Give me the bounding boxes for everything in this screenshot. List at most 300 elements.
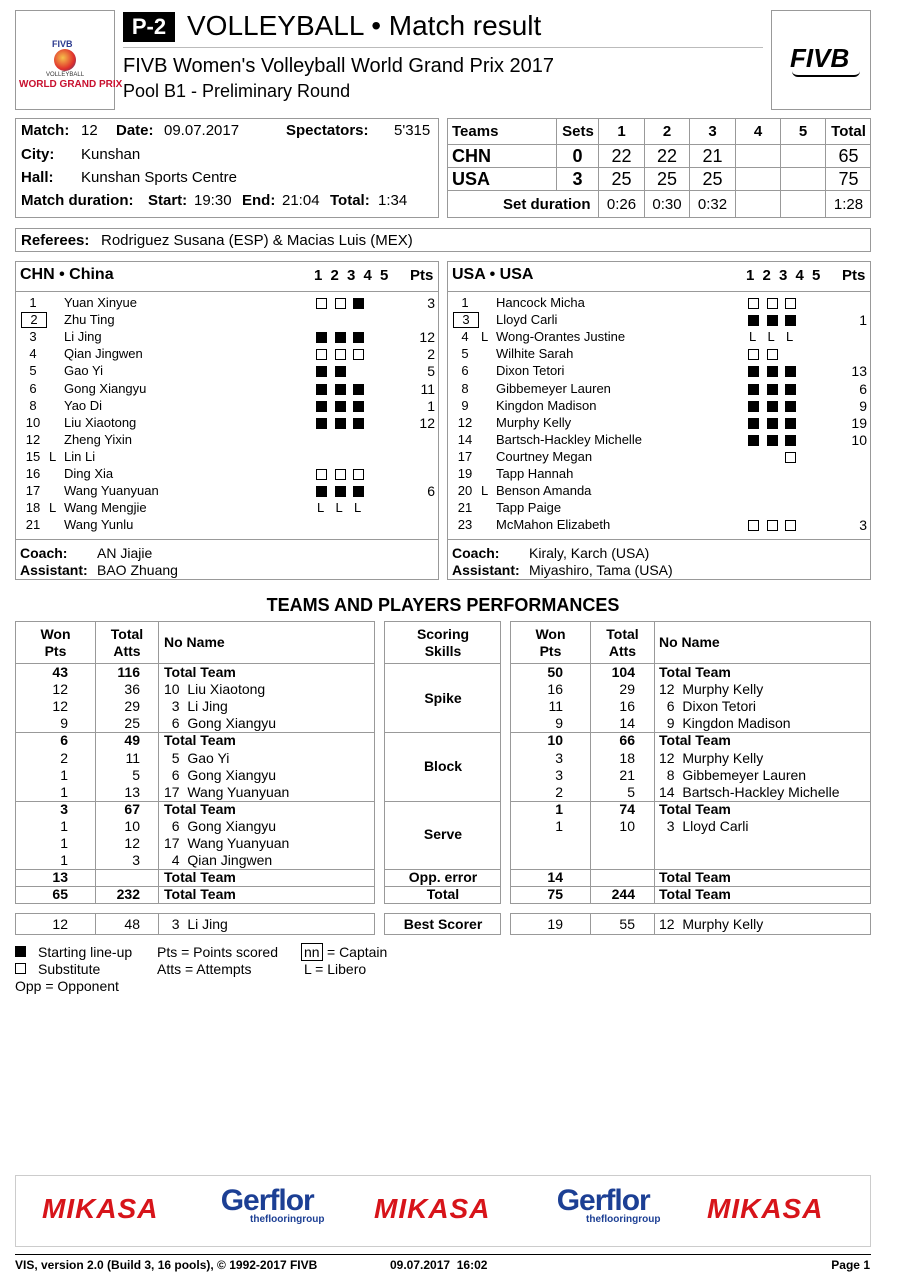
perf-r-won-pts: 16: [547, 681, 563, 698]
chn-player-number: 8: [29, 397, 37, 413]
chn-player-number: 16: [25, 466, 41, 481]
perf-l-total-atts: 25: [124, 715, 140, 732]
perf-r-player: 3 Lloyd Carli: [659, 817, 749, 834]
score-usa-set3: 25: [702, 169, 723, 189]
usa-player-number: 23: [457, 517, 473, 533]
substitute-icon: [748, 520, 759, 531]
chn-player-number: 18: [25, 500, 41, 516]
start-time: 19:30: [194, 192, 232, 209]
perf-l-player: Total Team: [164, 869, 236, 886]
perf-r-total-atts: 5: [627, 783, 635, 800]
start-label: Start:: [148, 192, 188, 209]
perf-r-atts-label: Atts: [608, 643, 637, 659]
score-divider: [447, 144, 871, 145]
city-value: Kunshan: [81, 146, 141, 163]
starting-lineup-icon: [785, 401, 796, 412]
header-logo-left-box: [15, 10, 123, 110]
chn-player-name: Wang Yuanyuan: [64, 483, 159, 499]
chn-player-points: 2: [427, 346, 435, 363]
chn-player-name: Lin Li: [64, 448, 96, 464]
perf-l-total-atts: 13: [124, 783, 140, 800]
score-chn-set2: 22: [656, 146, 678, 166]
legend-pts: Pts = Points scored: [157, 944, 279, 960]
legend-captain: = Captain: [327, 944, 388, 960]
match-label: Match:: [21, 122, 70, 139]
usa-player-number: 14: [457, 431, 473, 447]
perf-l-player: Total Team: [164, 664, 236, 680]
usa-player-name: Kingdon Madison: [496, 397, 597, 413]
perf-l-total: [96, 626, 158, 660]
legend-atts: Atts = Attempts: [157, 961, 252, 977]
perf-r-total-atts: 29: [619, 681, 635, 698]
substitute-icon: [335, 298, 346, 309]
usa-player-points: 10: [851, 431, 867, 448]
chn-player-name: Wang Yunlu: [64, 517, 134, 533]
perf-r-won-pts: 10: [547, 732, 563, 749]
score-divider: [447, 190, 871, 191]
perf-r-total-atts: 74: [619, 800, 635, 817]
perf-l-player: Total Team: [164, 800, 236, 817]
gerflor-wordmark: Gerflor: [220, 1184, 314, 1217]
captain-icon: nn: [301, 943, 323, 961]
perf-l-total-atts: 11: [125, 749, 140, 766]
starting-lineup-icon: [353, 384, 364, 395]
perf-l-won-pts: 3: [60, 800, 68, 817]
chn-player-number: 21: [25, 517, 41, 533]
gerflor-wordmark: Gerflor: [556, 1184, 650, 1217]
chn-player-number: 1: [29, 295, 37, 310]
sponsor-mikasa-logo: MIKASA: [707, 1193, 824, 1224]
fivb-logo-swoosh: [792, 71, 860, 77]
chn-player-number: 17: [25, 483, 41, 499]
best-r-name: 12 Murphy Kelly: [659, 916, 764, 932]
chn-player-name: Zheng Yixin: [64, 431, 132, 447]
perf-r-pts-label: Pts: [539, 643, 562, 659]
perf-scoring-label: Scoring: [416, 626, 470, 642]
perf-l-won: [16, 626, 95, 660]
usa-player-number: 9: [461, 397, 469, 413]
chn-set-headers: 1 2 3 4 5: [314, 267, 389, 284]
starting-lineup-icon: [316, 401, 327, 412]
chn-player-points: 12: [419, 414, 435, 431]
perf-r-total-label: Total: [606, 626, 639, 642]
perf-r-total-atts: 104: [611, 664, 635, 680]
starting-lineup-icon: [767, 401, 778, 412]
chn-roster-head-line: [15, 291, 439, 292]
usa-libero-set-mark: L: [749, 329, 757, 345]
legend-starting: Starting line-up: [38, 944, 133, 960]
usa-player-name: Tapp Hannah: [496, 466, 574, 481]
score-header-total: Total: [831, 123, 866, 140]
perf-l-won-pts: 9: [60, 715, 68, 732]
footer-timestamp: 09.07.2017 16:02: [390, 1258, 488, 1272]
substitute-icon: [316, 298, 327, 309]
perf-r-won-pts: 75: [547, 886, 563, 903]
substitute-icon: [316, 469, 327, 480]
perf-r-player: 12 Murphy Kelly: [659, 681, 764, 698]
hall-label: Hall:: [21, 169, 54, 186]
usa-player-number: 5: [461, 346, 469, 362]
chn-libero-mark: L: [49, 448, 57, 464]
perf-r-won-pts: 2: [555, 783, 563, 800]
chn-player-points: 6: [427, 483, 435, 500]
score-chn-set1: 22: [611, 146, 632, 166]
skill-label-spike: Spike: [424, 689, 462, 706]
usa-player-name: Dixon Tetori: [496, 363, 565, 379]
logo-volleyball-text: VOLLEYBALL: [46, 72, 85, 78]
usa-assistant-label: Assistant:: [452, 562, 520, 578]
starting-lineup-icon: [767, 418, 778, 429]
score-usa-set1: 25: [611, 169, 632, 189]
chn-coach: AN Jiajie: [97, 545, 153, 561]
perf-r-won-pts: 1: [555, 817, 563, 834]
perf-r-noname: No Name: [659, 634, 720, 650]
chn-player-name: Ding Xia: [64, 466, 114, 481]
starting-lineup-icon: [748, 401, 759, 412]
usa-coach: Kiraly, Karch (USA): [529, 545, 650, 561]
chn-libero-set-mark: L: [354, 500, 362, 516]
usa-player-name: Murphy Kelly: [496, 414, 572, 430]
perf-l-won-pts: 1: [60, 817, 68, 834]
starting-lineup-icon: [335, 384, 346, 395]
chn-player-points: 3: [427, 295, 435, 311]
chn-libero-set-mark: L: [335, 500, 343, 516]
perf-skills-label: Skills: [424, 643, 462, 659]
perf-r-won-pts: 14: [547, 869, 563, 886]
perf-l-total-atts: 3: [132, 852, 140, 869]
perf-l-won-pts: 1: [60, 766, 68, 783]
perf-l-player: Total Team: [164, 732, 236, 749]
usa-player-name: Bartsch-Hackley Michelle: [496, 431, 642, 447]
substitute-icon: [785, 452, 796, 463]
perf-r-total: [591, 626, 654, 660]
starting-lineup-icon: [335, 486, 346, 497]
spectators-value: 5'315: [394, 122, 431, 139]
starting-lineup-icon: [316, 486, 327, 497]
sponsor-mikasa-logo: MIKASA: [374, 1193, 491, 1224]
perf-l-player: 3 Li Jing: [164, 698, 228, 715]
perf-l-total-atts: 232: [116, 886, 140, 903]
perf-l-won-pts: 13: [52, 869, 68, 886]
starting-lineup-icon: [316, 366, 327, 377]
perf-r-won-pts: 9: [555, 715, 563, 732]
starting-lineup-icon: [316, 384, 327, 395]
chn-roster-title: CHN • China: [20, 266, 114, 283]
perf-r-player: 6 Dixon Tetori: [659, 698, 757, 715]
set-duration-label: Set duration: [503, 196, 591, 213]
perf-r-won-pts: 3: [555, 749, 563, 766]
referees-value: Rodriguez Susana (ESP) & Macias Luis (MEX): [101, 232, 413, 249]
chn-player-name: Liu Xiaotong: [64, 414, 137, 430]
chn-player-number: 5: [29, 363, 37, 379]
starting-lineup-icon: [785, 315, 796, 326]
page-code-badge: P-2: [123, 12, 175, 42]
chn-player-points: 11: [420, 380, 435, 397]
volleyball-icon: [54, 49, 76, 71]
perf-r-won-pts: 3: [555, 766, 563, 783]
starting-lineup-icon: [335, 332, 346, 343]
chn-player-number: 15: [25, 448, 41, 464]
score-header-set4: 4: [753, 123, 763, 140]
usa-player-name: Wilhite Sarah: [496, 346, 574, 362]
usa-player-name: Gibbemeyer Lauren: [496, 380, 611, 396]
usa-roster-head-line: [447, 291, 871, 292]
perf-r-player: 9 Kingdon Madison: [659, 715, 791, 732]
chn-player-number: 2: [21, 312, 47, 328]
perf-scoring-skills: [385, 626, 501, 660]
score-header-set5: 5: [798, 123, 808, 140]
starting-lineup-icon: [785, 384, 796, 395]
perf-r-total-atts: 244: [611, 886, 635, 903]
usa-player-number: 8: [461, 380, 469, 396]
perf-l-total-atts: 5: [132, 766, 140, 783]
usa-roster-title: USA • USA: [452, 266, 534, 283]
total-set-duration: 1:28: [833, 196, 864, 213]
usa-player-points: 1: [859, 312, 867, 329]
usa-set-headers: 1 2 3 4 5: [746, 267, 821, 284]
score-header-sets: Sets: [562, 123, 594, 140]
perf-r-player: 14 Bartsch-Hackley Michelle: [659, 783, 840, 800]
chn-player-name: Li Jing: [64, 329, 102, 345]
perf-l-total-atts: 36: [124, 681, 140, 698]
starting-lineup-icon: [316, 332, 327, 343]
perf-r-won: [511, 626, 590, 660]
gerflor-tagline: theflooringroup: [586, 1214, 661, 1225]
score-header-teams: Teams: [452, 123, 499, 140]
legend-substitute: Substitute: [38, 961, 101, 977]
starting-lineup-icon: [353, 298, 364, 309]
usa-player-points: 6: [859, 380, 867, 397]
usa-player-number: 4: [461, 329, 469, 345]
starting-lineup-icon: [353, 401, 364, 412]
perf-l-atts-label: Atts: [113, 643, 141, 659]
substitute-icon: [353, 469, 364, 480]
starting-lineup-icon: [748, 418, 759, 429]
usa-player-points: 3: [859, 517, 867, 534]
chn-player-name: Wang Mengjie: [64, 500, 147, 516]
performances-title: TEAMS AND PLAYERS PERFORMANCES: [266, 595, 620, 615]
perf-l-won-label: Won: [40, 626, 71, 642]
perf-l-player: 4 Qian Jingwen: [164, 852, 273, 869]
referees-label: Referees:: [21, 232, 90, 249]
title-underline: [123, 47, 763, 48]
substitute-icon: [767, 298, 778, 309]
usa-pts-header: Pts: [842, 267, 866, 284]
chn-player-name: Gong Xiangyu: [64, 380, 147, 396]
perf-group-line: [384, 801, 501, 802]
perf-l-total-atts: 49: [124, 732, 140, 749]
perf-r-won-pts: 1: [555, 800, 563, 817]
perf-header-line: [384, 663, 501, 664]
footer-page: Page 1: [831, 1258, 870, 1272]
perf-l-won-pts: 12: [52, 698, 68, 715]
usa-player-number: 12: [457, 414, 473, 430]
starting-lineup-icon: [748, 435, 759, 446]
spectators-label: Spectators:: [286, 122, 369, 139]
score-chn-sets: 0: [572, 146, 583, 166]
usa-player-name: Lloyd Carli: [496, 312, 558, 328]
substitute-icon: [785, 298, 796, 309]
chn-pts-header: Pts: [410, 267, 434, 284]
chn-libero-mark: L: [49, 500, 57, 516]
substitute-icon: [335, 469, 346, 480]
perf-l-player: Total Team: [164, 886, 236, 903]
chn-player-name: Zhu Ting: [64, 312, 115, 328]
match-number: 12: [81, 122, 98, 139]
perf-r-player: Total Team: [659, 800, 731, 817]
chn-player-points: 1: [427, 397, 435, 414]
chn-player-points: 5: [427, 363, 435, 380]
starting-lineup-icon: [748, 315, 759, 326]
chn-roster-foot-line: [15, 539, 439, 540]
perf-l-won-pts: 65: [52, 886, 68, 903]
legend-libero: L = Libero: [304, 961, 367, 977]
starting-lineup-icon: [335, 418, 346, 429]
starting-lineup-icon: [767, 366, 778, 377]
chn-player-name: Gao Yi: [64, 363, 104, 379]
starting-lineup-icon: [353, 486, 364, 497]
best-l-pts: 12: [52, 916, 68, 932]
chn-assistant-label: Assistant:: [20, 562, 88, 578]
usa-libero-mark: L: [481, 329, 489, 345]
score-header-set3: 3: [708, 123, 717, 140]
score-usa-sets: 3: [572, 169, 583, 189]
event-name: FIVB Women's Volleyball World Grand Prix 2017: [123, 55, 555, 77]
perf-l-player: 5 Gao Yi: [164, 749, 230, 766]
perf-r-total-atts: 14: [619, 715, 635, 732]
substitute-icon: [316, 349, 327, 360]
usa-player-number: 20: [457, 483, 473, 499]
perf-r-player: 12 Murphy Kelly: [659, 749, 764, 766]
best-vline: [158, 913, 159, 935]
usa-player-name: Hancock Micha: [496, 295, 585, 310]
best-scorer-label: Best Scorer: [403, 916, 483, 932]
usa-player-name: McMahon Elizabeth: [496, 517, 611, 533]
skill-label-serve: Serve: [423, 826, 463, 843]
perf-r-total-atts: 18: [619, 749, 635, 766]
usa-player-name: Courtney Megan: [496, 448, 593, 464]
chn-player-number: 10: [25, 414, 41, 430]
city-label: City:: [21, 146, 55, 163]
chn-player-number: 4: [29, 346, 37, 362]
starting-lineup-icon: [15, 946, 26, 957]
starting-lineup-icon: [335, 401, 346, 412]
chn-player-number: 12: [25, 431, 41, 447]
fivb-logo: FIVB: [790, 43, 850, 73]
perf-l-total-atts: 67: [124, 800, 140, 817]
usa-coach-label: Coach:: [452, 545, 500, 561]
starting-lineup-icon: [353, 418, 364, 429]
usa-player-name: Tapp Paige: [496, 500, 562, 516]
perf-r-player: Total Team: [659, 664, 731, 680]
best-r-pts: 19: [547, 916, 563, 932]
chn-player-name: Yuan Xinyue: [64, 295, 138, 310]
starting-lineup-icon: [353, 332, 364, 343]
chn-player-points: 12: [419, 329, 435, 346]
logo-world-grand-prix: WORLD GRAND PRIX: [19, 79, 123, 90]
perf-r-won-label: Won: [535, 626, 566, 642]
perf-l-player: 6 Gong Xiangyu: [164, 766, 277, 783]
chn-libero-set-mark: L: [317, 500, 325, 516]
perf-r-won-pts: 50: [547, 664, 563, 680]
perf-r-won-pts: 11: [548, 698, 563, 715]
substitute-icon: [767, 520, 778, 531]
usa-player-points: 9: [859, 397, 867, 414]
total-duration-label: Total:: [330, 192, 370, 209]
starting-lineup-icon: [767, 315, 778, 326]
set2-duration: 0:30: [652, 196, 682, 213]
perf-l-total-atts: 12: [124, 835, 140, 851]
perf-l-total-label: Total: [110, 626, 144, 642]
perf-l-player: 10 Liu Xiaotong: [164, 681, 266, 698]
perf-l-won-pts: 6: [60, 732, 68, 749]
chn-player-number: 6: [29, 380, 37, 396]
score-header-set2: 2: [662, 123, 672, 140]
chn-assistant: BAO Zhuang: [97, 562, 178, 578]
perf-l-total-atts: 10: [124, 817, 140, 834]
substitute-icon: [335, 349, 346, 360]
score-header-set1: 1: [617, 123, 626, 140]
substitute-icon: [767, 349, 778, 360]
usa-player-name: Wong-Orantes Justine: [496, 329, 626, 345]
usa-player-points: 19: [851, 414, 867, 431]
chn-player-number: 3: [29, 329, 37, 345]
usa-player-number: 17: [457, 448, 473, 464]
usa-player-number: 21: [457, 500, 473, 516]
starting-lineup-icon: [785, 418, 796, 429]
perf-l-pts-label: Pts: [44, 643, 67, 659]
perf-r-player: Total Team: [659, 869, 731, 886]
starting-lineup-icon: [316, 418, 327, 429]
perf-r-player: Total Team: [659, 886, 731, 903]
legend-opp: Opp = Opponent: [15, 978, 119, 994]
perf-r-total-atts: 10: [619, 817, 635, 834]
perf-l-total-atts: 116: [117, 664, 140, 680]
score-chn-set3: 21: [702, 146, 723, 166]
usa-libero-set-mark: L: [786, 329, 794, 345]
perf-r-player: Total Team: [659, 732, 731, 749]
header-logo-right-box: [771, 10, 871, 110]
substitute-icon: [15, 963, 26, 974]
date-label: Date:: [116, 122, 154, 139]
chn-player-name: Qian Jingwen: [64, 346, 143, 362]
end-label: End:: [242, 192, 276, 209]
skill-label-total: Total: [426, 886, 460, 903]
usa-player-number: 3: [453, 312, 479, 328]
best-l-atts: 48: [124, 916, 140, 932]
duration-label: Match duration:: [21, 192, 134, 209]
perf-r-total-atts: 21: [619, 766, 635, 783]
best-l-name: 3 Li Jing: [164, 916, 228, 932]
starting-lineup-icon: [767, 384, 778, 395]
substitute-icon: [748, 349, 759, 360]
score-usa-total: 75: [838, 169, 859, 189]
gerflor-tagline: theflooringroup: [250, 1214, 325, 1225]
set1-duration: 0:26: [606, 196, 637, 213]
substitute-icon: [353, 349, 364, 360]
starting-lineup-icon: [785, 366, 796, 377]
sponsor-gerflor-logo: [546, 1184, 660, 1225]
chn-coach-label: Coach:: [20, 545, 68, 561]
usa-player-name: Benson Amanda: [496, 483, 592, 499]
footer-version: VIS, version 2.0 (Build 3, 16 pools), © 1992-2017 FIVB: [15, 1258, 318, 1272]
usa-player-number: 6: [461, 363, 469, 379]
footer-line: [15, 1254, 871, 1255]
usa-player-number: 1: [461, 295, 469, 310]
substitute-icon: [785, 520, 796, 531]
perf-l-noname: No Name: [164, 634, 225, 650]
score-divider: [447, 167, 871, 168]
